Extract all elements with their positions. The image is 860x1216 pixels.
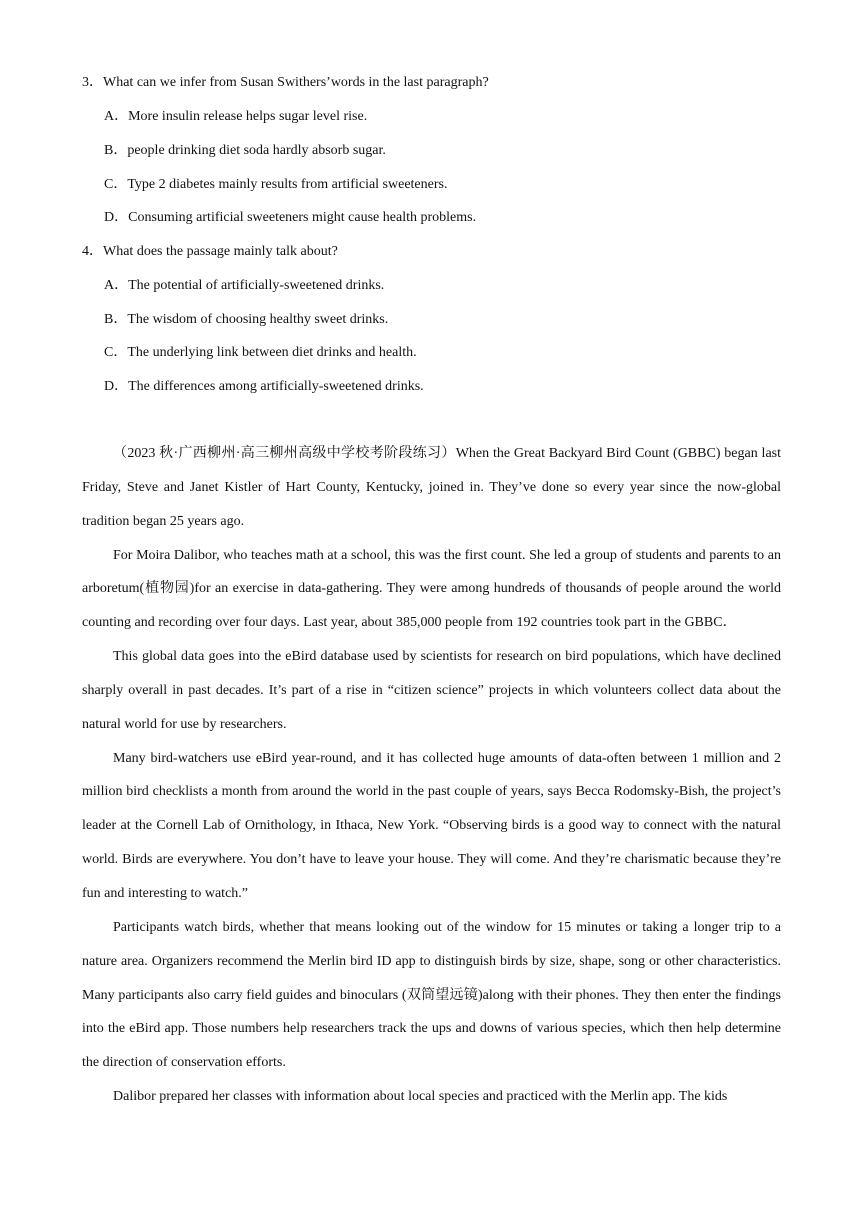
passage-paragraph-6: Dalibor prepared her classes with information about local species and practiced with the Merlin app. The kids xyxy=(113,1089,728,1105)
question-4-option-d: D．The differences among artificially-sweetened drinks. xyxy=(104,379,424,394)
passage-paragraph-3: This global data goes into the eBird database used by scientists for research on bird populations, which have declined sharply overall in past decades. It’s part of a rise in “citizen science” projects in which volunteers collect data about the natural world for use by researchers. xyxy=(82,649,781,732)
passage-paragraph-4: Many bird-watchers use eBird year-round, and it has collected huge amounts of data-often between 1 million and 2 million bird checklists a month from around the world in the past couple of years, says Becca Rodomsky-Bish, the project’s leader at the Cornell Lab of Ornithology, in Ithaca, New York. “Observing birds is a good way to connect with the natural world. Birds are everywhere. You don’t have to leave your house. They will come. And they’re charismatic because they’re fun and interesting to watch.” xyxy=(82,750,781,901)
passage-paragraph-2: For Moira Dalibor, who teaches math at a school, this was the first count. She led a group of students and parents to an arboretum(植物园)for an exercise in data-gathering. They were among hundreds of thousands of people around the world counting and recording over four days. Last year, about 385,000 people from 192 countries took part in the GBBC． xyxy=(82,547,781,631)
question-4-option-c: C．The underlying link between diet drinks and health. xyxy=(104,345,417,360)
question-3-option-d: D．Consuming artificial sweeteners might cause health problems. xyxy=(104,210,477,225)
question-3-stem: 3．What can we infer from Susan Swithers’words in the last paragraph? xyxy=(82,75,489,90)
question-3-option-c: C．Type 2 diabetes mainly results from artificial sweeteners. xyxy=(104,177,448,192)
passage-paragraph-1-text: When the Great Backyard Bird Count (GBBC) began last Friday, Steve and Janet Kistler of Hart County, Kentucky, joined in. They’ve done so every year since the now-global tradition began 25 years ago. xyxy=(82,446,782,529)
question-4-option-b: B．The wisdom of choosing healthy sweet drinks. xyxy=(104,312,389,327)
reading-passage xyxy=(82,437,781,1114)
passage-source: （2023 秋·广西柳州·高三柳州高级中学校考阶段练习） xyxy=(113,446,456,461)
passage-paragraph-5: Participants watch birds, whether that means looking out of the window for 15 minutes or taking a longer trip to a nature area. Organizers recommend the Merlin bird ID app to distinguish birds by size, shape, song or other characteristics. Many participants also carry field guides and binoculars (双筒望远镜)along with their phones. They then enter the findings into the eBird app. Those numbers help researchers track the ups and downs of various species, which then help determine the direction of conservation efforts. xyxy=(82,919,781,1071)
question-3-option-a: A．More insulin release helps sugar level rise. xyxy=(104,109,368,124)
question-4-stem: 4．What does the passage mainly talk about? xyxy=(82,244,338,259)
passage-paragraph-1 xyxy=(82,437,781,539)
question-3-option-b: B．people drinking diet soda hardly absorb sugar. xyxy=(104,143,386,158)
question-4-option-a: A．The potential of artificially-sweetened drinks. xyxy=(104,278,385,293)
